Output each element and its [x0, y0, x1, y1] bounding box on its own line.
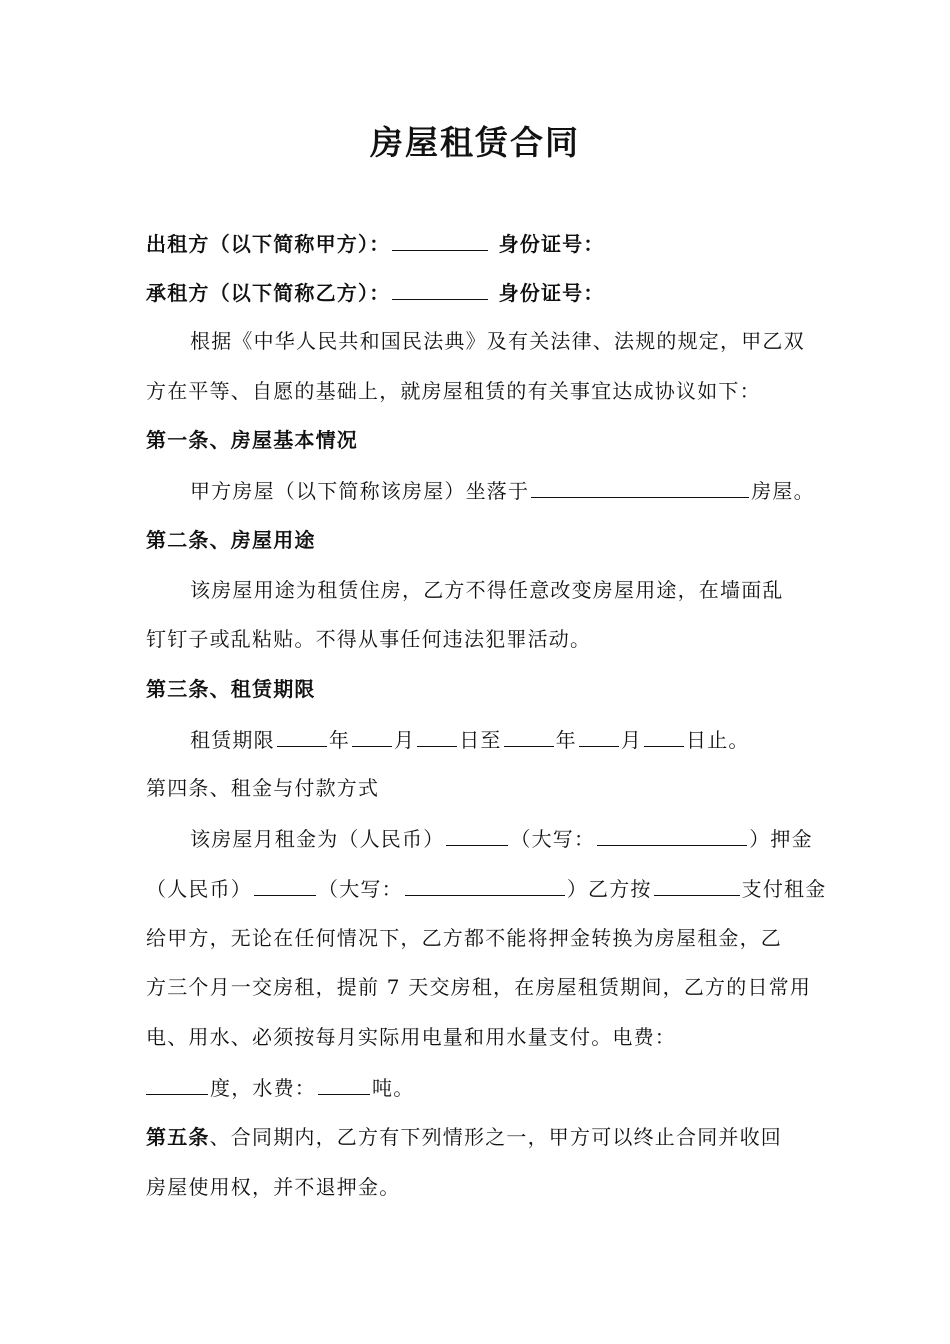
end-month-blank[interactable]	[579, 724, 619, 747]
article-5-heading: 第五条	[146, 1125, 210, 1149]
article-1-text-before: 甲方房屋（以下简称该房屋）坐落于	[190, 479, 530, 503]
monthly-rent-label: 该房屋月租金为（人民币）	[190, 827, 445, 851]
article-2-line-2: 钉钉子或乱粘贴。不得从事任何违法犯罪活动。	[146, 627, 592, 651]
end-day-blank[interactable]	[644, 724, 684, 747]
rent-uppercase-label: （大写：	[510, 827, 596, 851]
article-4-line-4: 方三个月一交房租，提前 7 天交房租，在房屋租赁期间，乙方的日常用	[146, 975, 812, 999]
article-3-heading: 第三条、租赁期限	[146, 677, 316, 701]
day-end-label: 日止。	[686, 728, 750, 752]
end-year-blank[interactable]	[504, 724, 554, 747]
article-4-line-2	[146, 873, 826, 904]
article-4-line-1	[190, 823, 813, 854]
article-2-heading: 第二条、房屋用途	[146, 528, 316, 552]
year-label-2: 年	[555, 728, 577, 752]
property-address-blank[interactable]	[531, 475, 749, 498]
water-blank[interactable]	[318, 1072, 370, 1095]
lessor-name-blank[interactable]	[392, 228, 488, 251]
start-month-blank[interactable]	[352, 724, 392, 747]
article-4-line-5: 电、用水、必须按每月实际用电量和用水量支付。电费：	[146, 1025, 676, 1049]
article-4-line-3: 给甲方，无论在任何情况下，乙方都不能将押金转换为房屋租金，乙	[146, 926, 782, 950]
deposit-uppercase-label: （大写：	[318, 877, 403, 901]
deposit-uppercase-blank[interactable]	[405, 873, 565, 896]
lessee-name-blank[interactable]	[392, 277, 488, 300]
document-title: 房屋租赁合同	[370, 123, 580, 162]
article-1-text-after: 房屋。	[751, 479, 815, 503]
deposit-amount-blank[interactable]	[254, 873, 316, 896]
lessor-id-label: 身份证号：	[498, 232, 605, 256]
article-5-line-1	[146, 1122, 782, 1152]
deposit-label: ）押金	[749, 827, 813, 851]
article-4-heading: 第四条、租金与付款方式	[146, 776, 380, 800]
lessor-label: 出租方（以下简称甲方）：	[146, 232, 391, 256]
pay-rent-label: 支付租金	[741, 877, 827, 901]
start-year-blank[interactable]	[277, 724, 327, 747]
lessee-line	[146, 277, 605, 308]
preamble-line-2: 方在平等、自愿的基础上，就房屋租赁的有关事宜达成协议如下：	[146, 379, 761, 403]
deposit-rmb-label: （人民币）	[146, 877, 252, 901]
article-1-text	[190, 475, 815, 506]
article-3-text	[190, 724, 750, 755]
day-to-label: 日至	[459, 728, 502, 752]
month-label: 月	[394, 728, 416, 752]
start-day-blank[interactable]	[417, 724, 457, 747]
year-label: 年	[328, 728, 351, 752]
rent-uppercase-blank[interactable]	[597, 823, 747, 846]
lease-term-label: 租赁期限	[190, 728, 275, 752]
article-5-text-1: 、合同期内，乙方有下列情形之一，甲方可以终止合同并收回	[209, 1125, 783, 1149]
preamble-line-1: 根据《中华人民共和国民法典》及有关法律、法规的规定，甲乙双	[190, 329, 805, 353]
electricity-blank[interactable]	[146, 1072, 208, 1095]
article-2-line-1: 该房屋用途为租赁住房，乙方不得任意改变房屋用途，在墙面乱	[190, 578, 784, 602]
lessee-label: 承租方（以下简称乙方）：	[146, 281, 391, 305]
lessee-id-label: 身份证号：	[498, 281, 605, 305]
month-label-2: 月	[620, 728, 643, 752]
lessor-line	[146, 228, 605, 259]
electricity-unit-label: 度，水费：	[210, 1076, 316, 1100]
article-4-line-6	[146, 1072, 414, 1103]
payment-method-label: ）乙方按	[566, 877, 652, 901]
water-unit-label: 吨。	[372, 1076, 415, 1100]
monthly-rent-blank[interactable]	[446, 823, 508, 846]
payment-method-blank[interactable]	[654, 873, 740, 896]
article-5-line-2: 房屋使用权，并不退押金。	[146, 1175, 401, 1199]
article-1-heading: 第一条、房屋基本情况	[146, 428, 358, 452]
